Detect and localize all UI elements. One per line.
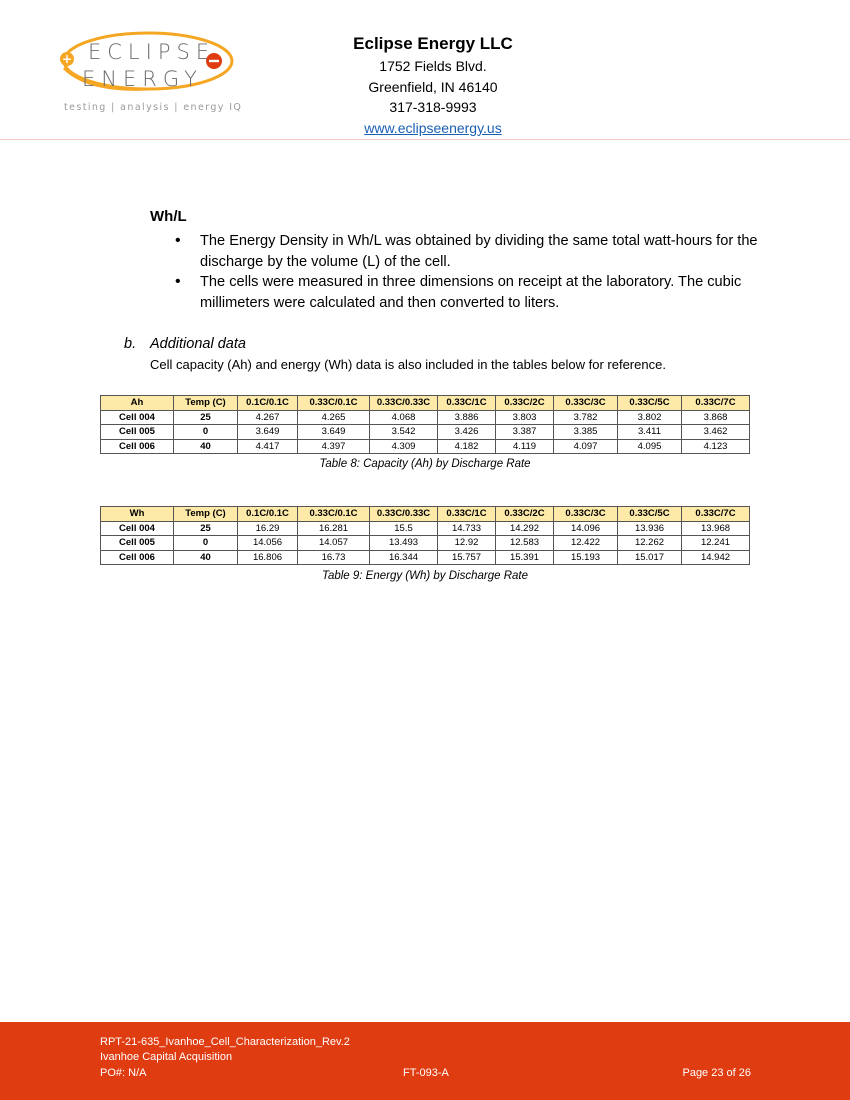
table-cell: 3.426 — [438, 425, 496, 440]
subsection-title: Additional data — [150, 336, 246, 352]
table-header-cell: 0.33C/7C — [682, 396, 750, 411]
table-header-cell: 0.1C/0.1C — [238, 396, 298, 411]
table-header-cell: Wh — [101, 507, 174, 522]
table-cell: 4.397 — [298, 439, 370, 454]
page-footer — [0, 1022, 850, 1100]
cell-temp: 40 — [174, 439, 238, 454]
table-cell: 12.92 — [438, 536, 496, 551]
table-cell: 12.583 — [496, 536, 554, 551]
cell-label: Cell 006 — [101, 550, 174, 565]
table-cell: 15.757 — [438, 550, 496, 565]
table-header-row — [101, 507, 750, 522]
table-header-cell: 0.33C/2C — [496, 396, 554, 411]
capacity-table-caption: Table 8: Capacity (Ah) by Discharge Rate — [319, 458, 531, 470]
cell-label: Cell 005 — [101, 425, 174, 440]
cell-label: Cell 006 — [101, 439, 174, 454]
table-cell: 16.344 — [370, 550, 438, 565]
table-header-cell: Temp (C) — [174, 396, 238, 411]
table-header-row — [101, 396, 750, 411]
table-header-cell: 0.1C/0.1C — [238, 507, 298, 522]
logo-tagline: testing | analysis | energy IQ — [64, 102, 243, 113]
bullet-list — [200, 231, 760, 313]
subsection-number: b. — [124, 336, 137, 352]
table-cell: 3.542 — [370, 425, 438, 440]
table-cell: 4.119 — [496, 439, 554, 454]
footer-form-number: FT-093-A — [403, 1067, 449, 1079]
table-cell: 4.267 — [238, 410, 298, 425]
table-cell: 3.649 — [238, 425, 298, 440]
table-cell: 16.29 — [238, 521, 298, 536]
table-cell: 13.936 — [618, 521, 682, 536]
cell-temp: 25 — [174, 410, 238, 425]
cell-label: Cell 004 — [101, 410, 174, 425]
table-cell: 15.193 — [554, 550, 618, 565]
table-header-cell: 0.33C/7C — [682, 507, 750, 522]
table-cell: 3.462 — [682, 425, 750, 440]
table-cell: 4.095 — [618, 439, 682, 454]
table-row — [101, 410, 750, 425]
table-cell: 3.803 — [496, 410, 554, 425]
table-header-cell: 0.33C/1C — [438, 396, 496, 411]
table-cell: 12.422 — [554, 536, 618, 551]
subsection-heading — [124, 336, 246, 352]
table-cell: 13.968 — [682, 521, 750, 536]
footer-page-number: Page 23 of 26 — [682, 1067, 751, 1079]
table-cell: 15.017 — [618, 550, 682, 565]
table-cell: 16.806 — [238, 550, 298, 565]
table-cell: 4.182 — [438, 439, 496, 454]
table-cell: 3.387 — [496, 425, 554, 440]
footer-report-id: RPT-21-635_Ivanhoe_Cell_Characterization_Rev.2 — [100, 1036, 350, 1048]
table-cell: 4.068 — [370, 410, 438, 425]
table-cell: 3.868 — [682, 410, 750, 425]
company-street: 1752 Fields Blvd. — [379, 58, 487, 74]
table-header-cell: Temp (C) — [174, 507, 238, 522]
table-header-cell: 0.33C/0.1C — [298, 396, 370, 411]
cell-temp: 25 — [174, 521, 238, 536]
section-heading-whl: Wh/L — [150, 208, 187, 225]
svg-text:+: + — [61, 52, 73, 66]
table-header-cell: 0.33C/5C — [618, 507, 682, 522]
table-header-cell: 0.33C/1C — [438, 507, 496, 522]
table-row — [101, 536, 750, 551]
company-website-link[interactable]: www.eclipseenergy.us — [364, 119, 502, 136]
table-row — [101, 425, 750, 440]
footer-po: PO#: N/A — [100, 1067, 147, 1079]
table-header-cell: 0.33C/5C — [618, 396, 682, 411]
cell-temp: 0 — [174, 425, 238, 440]
company-city: Greenfield, IN 46140 — [368, 78, 498, 95]
table-cell: 12.241 — [682, 536, 750, 551]
table-cell: 14.096 — [554, 521, 618, 536]
table-cell: 14.057 — [298, 536, 370, 551]
energy-table-caption: Table 9: Energy (Wh) by Discharge Rate — [321, 570, 529, 582]
table-header-cell: 0.33C/3C — [554, 396, 618, 411]
cell-label: Cell 005 — [101, 536, 174, 551]
table-cell: 3.886 — [438, 410, 496, 425]
table-header-cell: 0.33C/0.33C — [370, 507, 438, 522]
table-row — [101, 439, 750, 454]
logo-word-energy: ENERGY — [82, 67, 203, 91]
table-cell: 3.802 — [618, 410, 682, 425]
logo-word-eclipse: ECLIPSE — [88, 40, 216, 64]
bullet-item: • The Energy Density in Wh/L was obtained by dividing the same total watt-hours for the discharge by the volume (L) of the cell. — [200, 231, 760, 272]
table-cell: 4.265 — [298, 410, 370, 425]
company-address-block — [330, 32, 536, 138]
table-cell: 15.5 — [370, 521, 438, 536]
table-cell: 3.411 — [618, 425, 682, 440]
table-cell: 4.417 — [238, 439, 298, 454]
table-cell: 14.733 — [438, 521, 496, 536]
table-cell: 15.391 — [496, 550, 554, 565]
table-header-cell: 0.33C/3C — [554, 507, 618, 522]
table-cell: 13.493 — [370, 536, 438, 551]
capacity-table — [100, 395, 750, 454]
subsection-text: Cell capacity (Ah) and energy (Wh) data is also included in the tables below for reference. — [150, 357, 666, 372]
table-cell: 14.942 — [682, 550, 750, 565]
company-logo — [58, 28, 258, 118]
table-cell: 3.385 — [554, 425, 618, 440]
table-cell: 4.309 — [370, 439, 438, 454]
table-cell: 4.123 — [682, 439, 750, 454]
table-header-cell: 0.33C/0.33C — [370, 396, 438, 411]
header-divider — [0, 139, 850, 140]
bullet-item: • The cells were measured in three dimensions on receipt at the laboratory. The cubic millimeters were calculated and then converted to liters. — [200, 272, 760, 313]
cell-label: Cell 004 — [101, 521, 174, 536]
table-header-cell: 0.33C/2C — [496, 507, 554, 522]
table-cell: 12.262 — [618, 536, 682, 551]
table-header-cell: 0.33C/0.1C — [298, 507, 370, 522]
table-cell: 3.649 — [298, 425, 370, 440]
table-header-cell: Ah — [101, 396, 174, 411]
table-row — [101, 550, 750, 565]
footer-client: Ivanhoe Capital Acquisition — [100, 1051, 233, 1063]
energy-table — [100, 506, 750, 565]
company-name: Eclipse Energy LLC — [353, 34, 513, 53]
cell-temp: 40 — [174, 550, 238, 565]
table-cell: 4.097 — [554, 439, 618, 454]
table-cell: 3.782 — [554, 410, 618, 425]
table-row — [101, 521, 750, 536]
cell-temp: 0 — [174, 536, 238, 551]
table-cell: 16.281 — [298, 521, 370, 536]
table-cell: 14.056 — [238, 536, 298, 551]
table-cell: 14.292 — [496, 521, 554, 536]
company-phone: 317-318-9993 — [389, 99, 477, 115]
table-cell: 16.73 — [298, 550, 370, 565]
